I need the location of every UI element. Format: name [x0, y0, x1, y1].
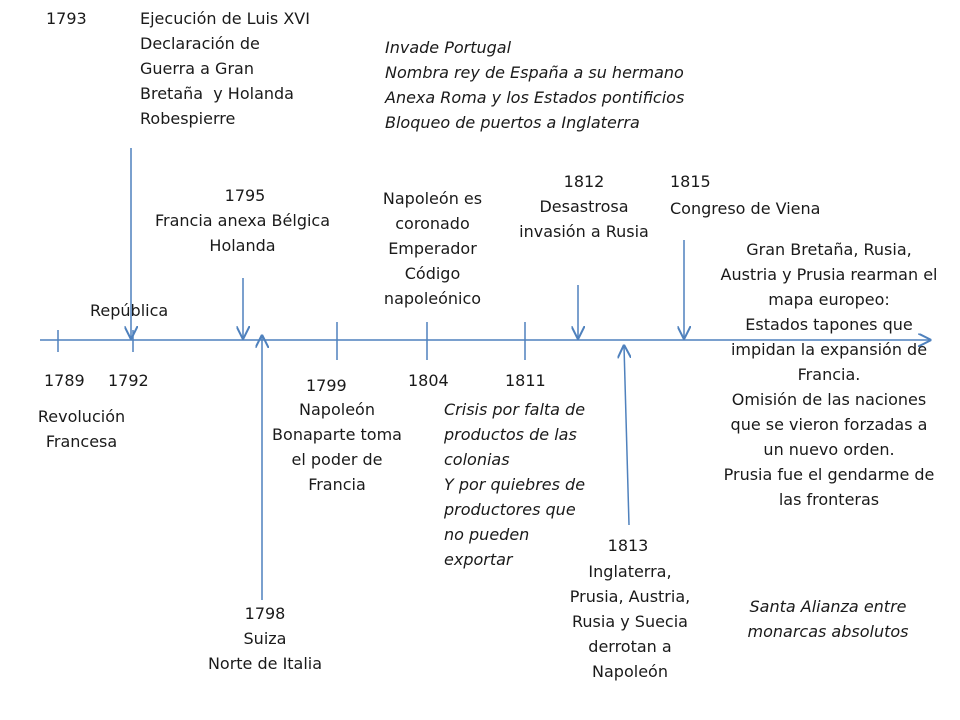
year-1813: 1813 — [607, 536, 649, 555]
year-1811: 1811 — [505, 371, 546, 390]
event-1789-text: Revolución Francesa — [37, 407, 126, 451]
event-1813-text: Inglaterra, Prusia, Austria, Rusia y Suecia derrotan a Napoleón — [569, 562, 691, 681]
event-1792-text: República — [90, 301, 169, 320]
year-1793: 1793 — [46, 9, 87, 28]
year-1792: 1792 — [108, 371, 149, 390]
event-1812-text: Desastrosa invasión a Rusia — [519, 197, 649, 241]
year-1798: 1798 — [244, 604, 286, 623]
year-1799: 1799 — [306, 376, 347, 395]
year-1812: 1812 — [563, 172, 605, 191]
arrow-1813 — [624, 346, 629, 525]
year-1815: 1815 — [670, 172, 711, 191]
event-1799-text: Napoleón Bonaparte toma el poder de Francia — [272, 400, 402, 494]
santa-alianza-text: Santa Alianza entre monarcas absolutos — [747, 597, 909, 641]
event-1798-text: Suiza Norte de Italia — [207, 629, 323, 673]
viena-result-text: Gran Bretaña, Rusia, Austria y Prusia rearman el mapa europeo: Estados tapones que impidan la expansión de Francia. Omisión de las naciones que se vieron forzadas a un nuevo orden. Prusia fue el gendarme de las fronteras — [720, 240, 938, 509]
event-1804-text: Napoleón es coronado Emperador Código napoleónico — [382, 189, 483, 308]
event-1811-text: Crisis por falta de productos de las colonias Y por quiebres de productores que no pueden exportar — [444, 400, 586, 569]
year-1789: 1789 — [44, 371, 85, 390]
event-1793-text: Ejecución de Luis XVI Declaración de Guerra a Gran Bretaña y Holanda Robespierre — [140, 9, 310, 128]
event-1795-text: Francia anexa Bélgica Holanda — [154, 211, 331, 255]
napoleon-actions-text: Invade Portugal Nombra rey de España a su hermano Anexa Roma y los Estados pontificios Bloqueo de puertos a Inglaterra — [385, 38, 685, 132]
event-1815-text: Congreso de Viena — [670, 199, 821, 218]
year-1795: 1795 — [224, 186, 266, 205]
year-1804: 1804 — [408, 371, 449, 390]
